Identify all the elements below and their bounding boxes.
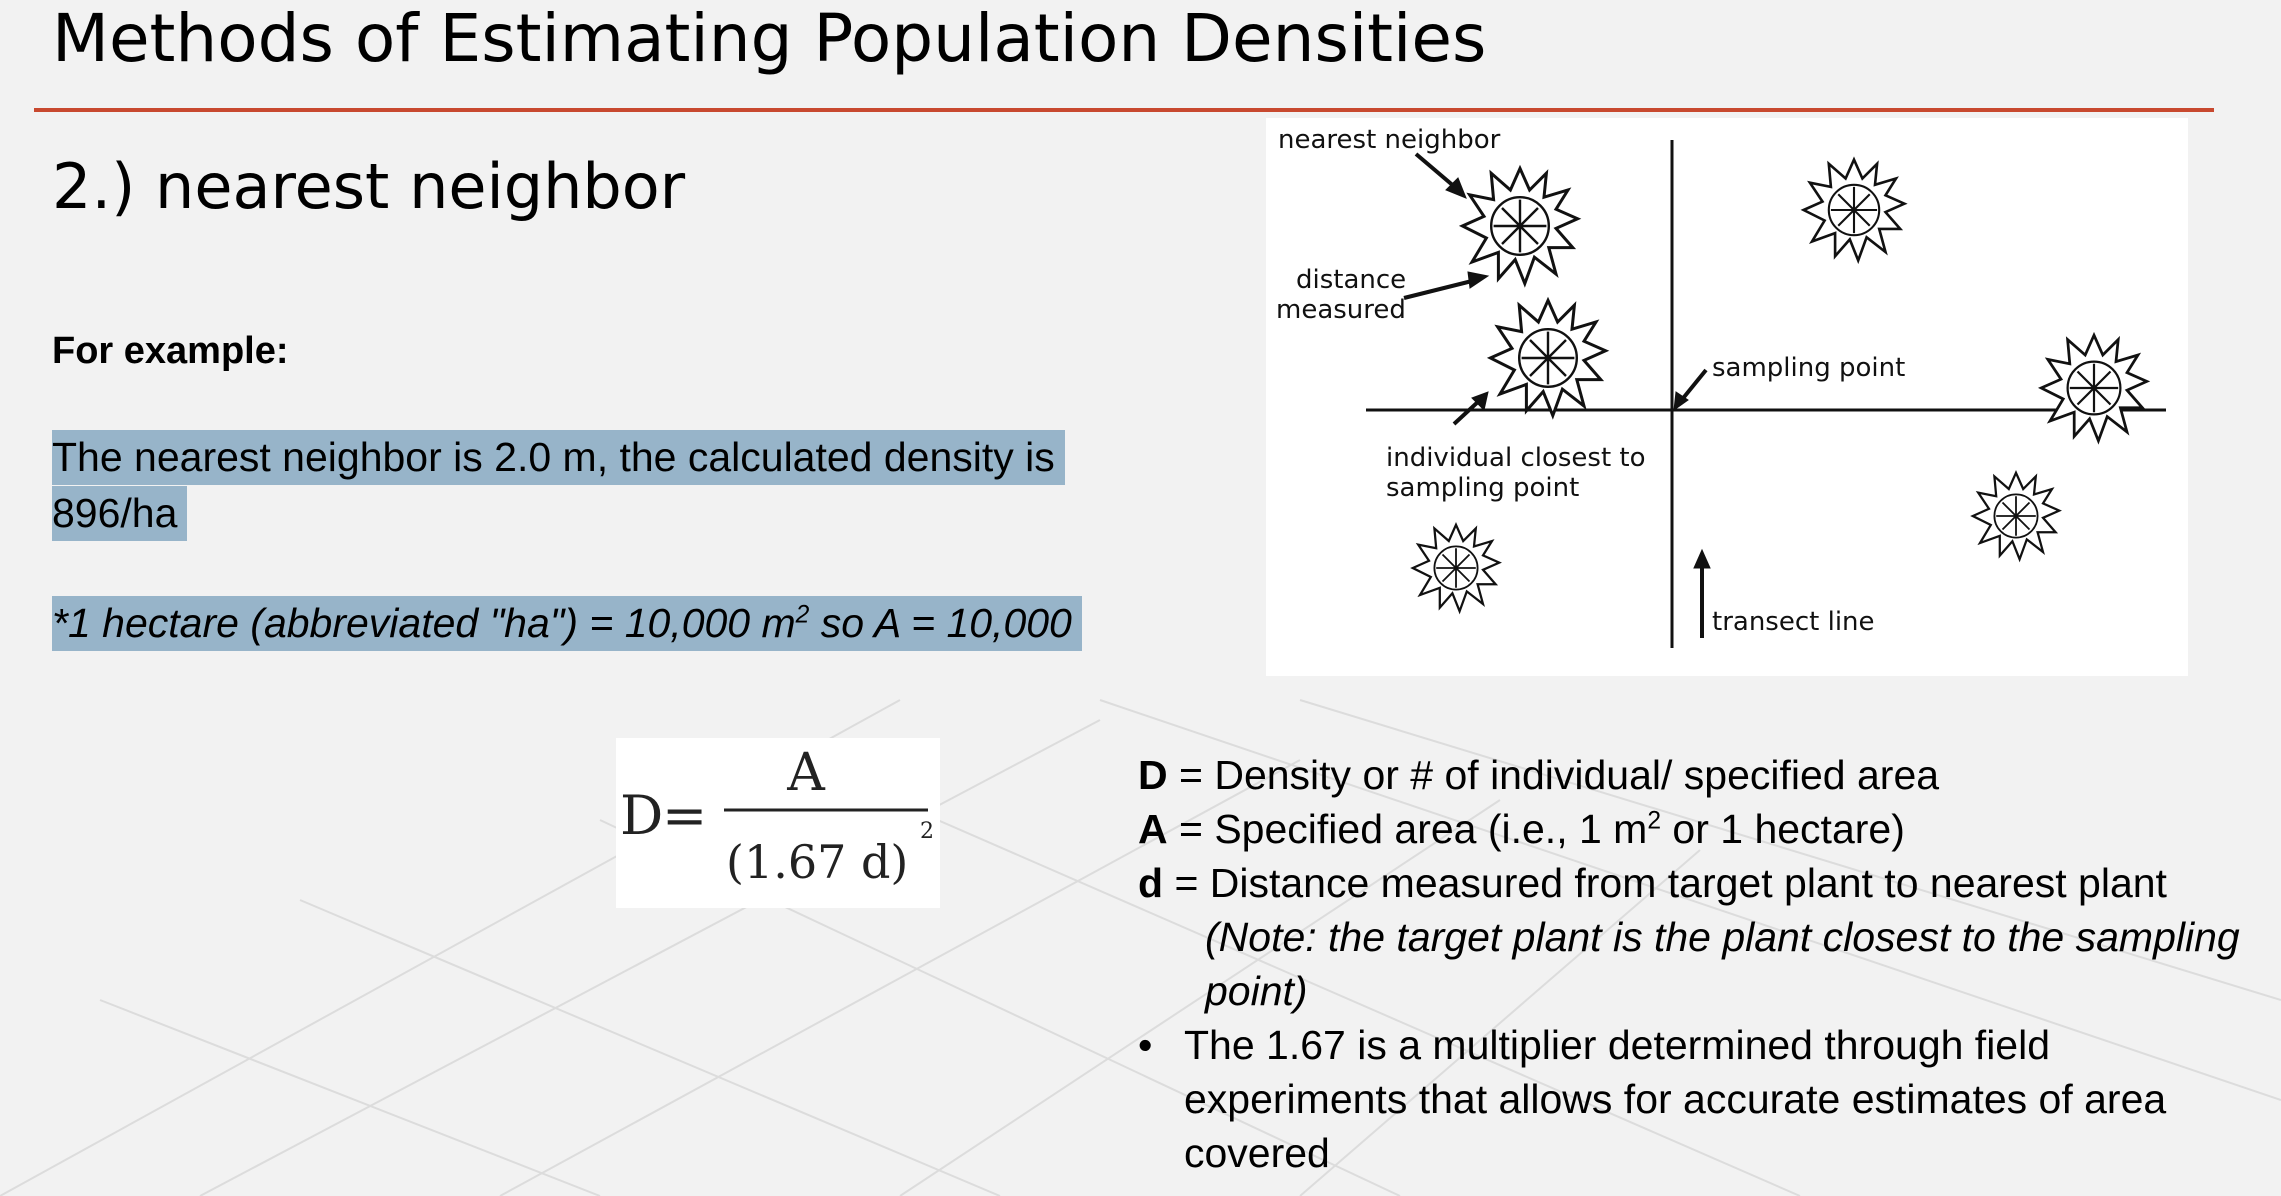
formula-equals: =	[662, 784, 708, 847]
bullet-line-1: The 1.67 is a multiplier determined through field	[1184, 1022, 2051, 1068]
title-divider	[34, 108, 2214, 112]
hectare-note-superscript: 2	[795, 601, 810, 629]
hectare-note	[52, 596, 1082, 651]
formula-exponent: 2	[920, 819, 934, 844]
term-area: A	[1138, 806, 1168, 852]
diagram-label-individual-2: sampling point	[1386, 473, 1580, 503]
slide-title: Methods of Estimating Population Densities	[52, 0, 1487, 77]
density-formula	[616, 738, 940, 908]
example-label: For example:	[52, 330, 289, 372]
diagram-label-distance: distance	[1296, 265, 1407, 295]
area-definition-prefix: = Specified area (i.e., 1 m	[1167, 806, 1648, 852]
hectare-note-suffix: so A = 10,000	[809, 600, 1072, 646]
definition-distance	[1138, 860, 2167, 907]
example-text-line-2: 896/ha	[52, 486, 187, 541]
bullet-line-2: experiments that allows for accurate estimates of area	[1184, 1076, 2167, 1122]
example-text-line-1: The nearest neighbor is 2.0 m, the calculated density is	[52, 430, 1065, 485]
formula-numerator: A	[787, 743, 825, 803]
note-line-1: (Note: the target plant is the plant closest to the sampling	[1205, 914, 2240, 960]
plant-icon	[1490, 300, 1605, 415]
definition-density	[1138, 752, 1939, 799]
diagram-label-sampling-point: sampling point	[1712, 353, 1906, 383]
nearest-neighbor-diagram	[1266, 118, 2188, 676]
term-density: D	[1138, 752, 1168, 798]
density-definition: = Density or # of individual/ specified area	[1167, 752, 1940, 798]
formula-denominator: (1.67 d)	[726, 835, 909, 889]
bullet-symbol: •	[1138, 1022, 1153, 1068]
definition-area	[1138, 806, 1905, 853]
plant-icon	[1413, 525, 1499, 611]
distance-definition: = Distance measured from target plant to nearest plant	[1163, 860, 2167, 906]
formula-lhs: D	[620, 784, 664, 847]
diagram-label-transect-line: transect line	[1712, 607, 1875, 637]
diagram-label-nearest-neighbor: nearest neighbor	[1278, 125, 1501, 155]
area-definition-superscript: 2	[1647, 807, 1662, 835]
plant-icon	[1462, 168, 1577, 283]
area-definition-suffix: or 1 hectare)	[1661, 806, 1905, 852]
term-distance: d	[1138, 860, 1164, 906]
hectare-note-prefix: *1 hectare (abbreviated "ha") = 10,000 m	[52, 600, 796, 646]
plant-icon	[1804, 160, 1905, 261]
plant-icon	[1973, 473, 2059, 559]
diagram-label-individual-1: individual closest to	[1386, 443, 1646, 473]
diagram-label-measured: measured	[1276, 295, 1406, 325]
note-line-2: point)	[1205, 968, 1308, 1014]
plant-icon	[2041, 335, 2147, 441]
slide-subtitle: 2.) nearest neighbor	[52, 150, 686, 223]
bullet-line-3: covered	[1184, 1130, 1330, 1176]
